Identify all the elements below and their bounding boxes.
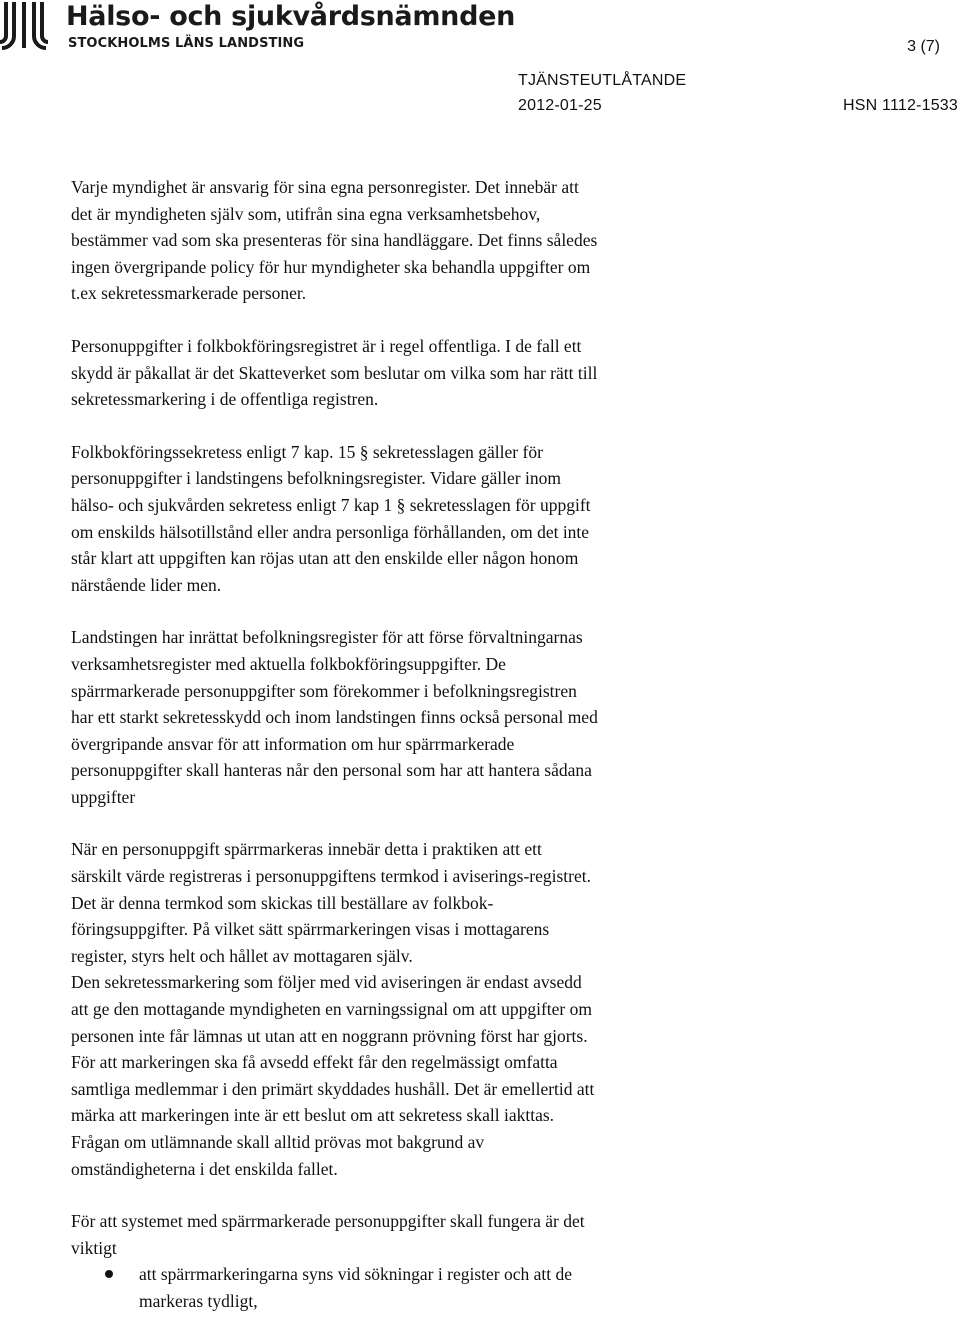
paragraph-population-register	[71, 624, 801, 810]
document-reference: HSN 1112-1533	[843, 97, 958, 114]
text-line: personuppgifter i landstingens befolkningsregister. Vidare gäller inom	[71, 468, 561, 489]
text-line: spärrmarkerade personuppgifter som förekommer i befolkningsregistren	[71, 680, 577, 701]
text-line: Frågan om utlämnande skall alltid prövas mot bakgrund av	[71, 1132, 485, 1152]
text-line: personen inte får lämnas ut utan att en noggrann prövning först har gjorts.	[71, 1025, 588, 1046]
text-line: särskilt värde registreras i personuppgiftens termkod i aviserings-registret.	[71, 866, 591, 887]
text-line: övergripande ansvar för att information om hur spärrmarkerade	[71, 733, 515, 754]
text-line: hälso- och sjukvården sekretess enligt 7 kap 1 § sekretesslagen för uppgift	[71, 494, 591, 515]
text-line: register, styrs helt och hållet av mottagaren själv.	[71, 945, 413, 966]
text-line: uppgifter	[71, 786, 136, 807]
text-line: För att markeringen ska få avsedd effekt får den regelmässigt omfatta	[71, 1052, 558, 1073]
text-line: Personuppgifter i folkbokföringsregistret är i regel offentliga. I de fall ett	[71, 335, 582, 356]
text-line: t.ex sekretessmarkerade personer.	[71, 283, 307, 304]
organization-subtitle: STOCKHOLMS LÄNS LANDSTING	[68, 36, 305, 51]
text-line: närstående lider men.	[71, 574, 222, 595]
text-line: Folkbokföringssekretess enligt 7 kap. 15 § sekretesslagen gäller för	[71, 441, 543, 462]
paragraph-public-records	[71, 333, 801, 413]
text-line: personuppgifter skall hanteras når den personal som har att hantera sådana	[71, 760, 592, 781]
page-number: 3 (7)	[907, 38, 940, 55]
text-line: ingen övergripande policy för hur myndigheter ska behandla uppgifter om	[71, 256, 591, 277]
text-line: För att systemet med spärrmarkerade personuppgifter skall fungera är det	[71, 1211, 585, 1232]
list-item	[71, 1261, 801, 1314]
document-type: TJÄNSTEUTLÅTANDE	[518, 72, 687, 89]
bullet-icon	[105, 1270, 113, 1278]
text-line: När en personuppgift spärrmarkeras innebär detta i praktiken att ett	[71, 839, 542, 860]
text-line: om enskilds hälsotillstånd eller andra personliga förhållanden, om det inte	[71, 521, 590, 542]
text-line: Det är denna termkod som skickas till beställare av folkbok-	[71, 892, 494, 913]
text-line: bestämmer vad som ska presenteras för sina handläggare. Det finns således	[71, 230, 598, 251]
paragraph-system-requirements	[71, 1208, 801, 1261]
text-line: att spärrmarkeringarna syns vid sökningar i register och att de	[139, 1264, 572, 1285]
document-date: 2012-01-25	[518, 97, 602, 114]
text-line: samtliga medlemmar i den primärt skyddades hushåll. Det är emellertid att	[71, 1078, 595, 1099]
text-line: märka att markeringen inte är ett beslut om att sekretess skall iakttas.	[71, 1105, 555, 1126]
text-line: står klart att uppgiften kan röjas utan att den enskilde eller någon honom	[71, 548, 579, 569]
text-line: sekretessmarkering i de offentliga registren.	[71, 389, 379, 410]
text-line: har ett starkt sekretesskydd och inom landstingen finns också personal med	[71, 707, 598, 728]
text-line: Varje myndighet är ansvarig för sina egna personregister. Det innebär att	[71, 177, 579, 197]
organization-name: Hälso- och sjukvårdsnämnden	[66, 1, 516, 32]
requirements-list	[71, 1261, 801, 1314]
text-line: omständigheterna i det enskilda fallet.	[71, 1158, 338, 1179]
text-line: att ge den mottagande myndigheten en varningssignal om att uppgifter om	[71, 999, 592, 1020]
text-line: markeras tydligt,	[139, 1290, 258, 1311]
paragraph-registry-responsibility	[71, 174, 801, 307]
text-line: Den sekretessmarkering som följer med vid aviseringen är endast avsedd	[71, 972, 582, 993]
text-line: Landstingen har inrättat befolkningsregister för att förse förvaltningarnas	[71, 627, 583, 648]
text-line: skydd är påkallat är det Skatteverket som beslutar om vilka som har rätt till	[71, 362, 598, 383]
text-line: det är myndigheten själv som, utifrån sina egna verksamhetsbehov,	[71, 203, 541, 224]
county-council-logo-icon	[0, 0, 58, 50]
text-line: verksamhetsregister med aktuella folkbokföringsuppgifter. De	[71, 653, 506, 674]
document-body	[71, 174, 801, 1315]
paragraph-blocking-marking	[71, 836, 801, 1182]
text-line: föringsuppgifter. På vilket sätt spärrmarkeringen visas i mottagarens	[71, 919, 550, 940]
paragraph-secrecy-law	[71, 439, 801, 599]
text-line: viktigt	[71, 1237, 117, 1258]
letterhead-logo	[0, 0, 600, 56]
